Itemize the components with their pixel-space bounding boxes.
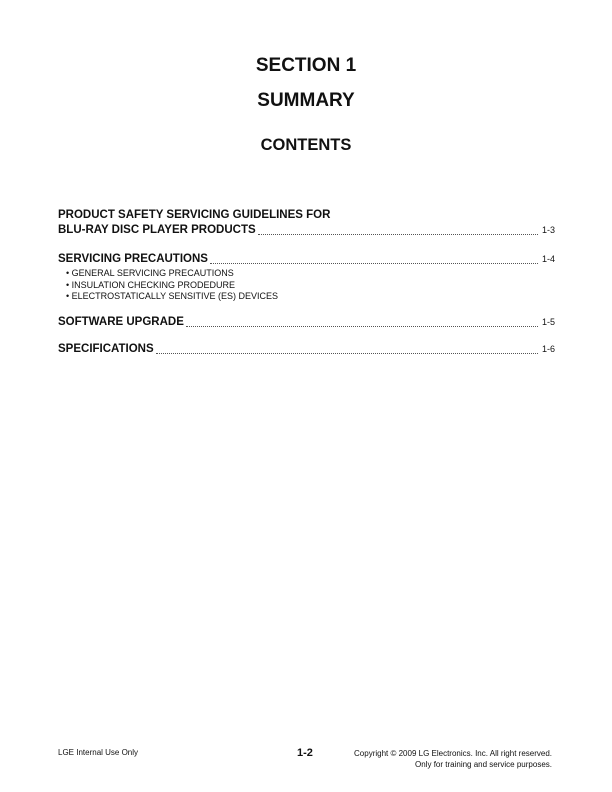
- toc-entry-product-safety[interactable]: [58, 208, 555, 238]
- dot-leader: [186, 326, 538, 327]
- table-of-contents: [58, 208, 555, 369]
- toc-heading: BLU-RAY DISC PLAYER PRODUCTS: [58, 224, 256, 236]
- toc-heading: SPECIFICATIONS: [58, 342, 154, 355]
- toc-subitem: • ELECTROSTATICALLY SENSITIVE (ES) DEVICES: [66, 291, 555, 303]
- toc-subitem: • GENERAL SERVICING PRECAUTIONS: [66, 268, 555, 280]
- usage-note: Only for training and service purposes.: [415, 760, 552, 769]
- toc-entry-specifications[interactable]: [58, 342, 555, 357]
- toc-page-number: 1-4: [541, 254, 555, 264]
- contents-title: CONTENTS: [260, 136, 352, 154]
- toc-page-number: 1-3: [541, 225, 555, 235]
- toc-heading-line1: PRODUCT SAFETY SERVICING GUIDELINES FOR: [58, 209, 331, 221]
- internal-use-note: LGE Internal Use Only: [58, 748, 139, 757]
- summary-title: SUMMARY: [257, 90, 355, 111]
- dot-leader: [258, 234, 538, 235]
- copyright-notice: [354, 748, 552, 770]
- section-title: SECTION 1: [255, 55, 357, 76]
- toc-page-number: 1-6: [541, 343, 555, 354]
- page-number: 1-2: [297, 747, 313, 759]
- copyright-line: Copyright © 2009 LG Electronics. Inc. All right reserved.: [354, 749, 552, 758]
- toc-entry-servicing-precautions[interactable]: [58, 252, 555, 303]
- toc-subitem: • INSULATION CHECKING PRODEDURE: [66, 280, 555, 292]
- toc-entry-software-upgrade[interactable]: [58, 315, 555, 330]
- toc-page-number: 1-5: [541, 316, 555, 327]
- toc-heading: SOFTWARE UPGRADE: [58, 315, 184, 328]
- toc-heading: SERVICING PRECAUTIONS: [58, 253, 208, 265]
- toc-subitem-list: [58, 268, 555, 303]
- dot-leader: [210, 263, 538, 264]
- dot-leader: [156, 353, 538, 354]
- page-footer: [58, 748, 552, 778]
